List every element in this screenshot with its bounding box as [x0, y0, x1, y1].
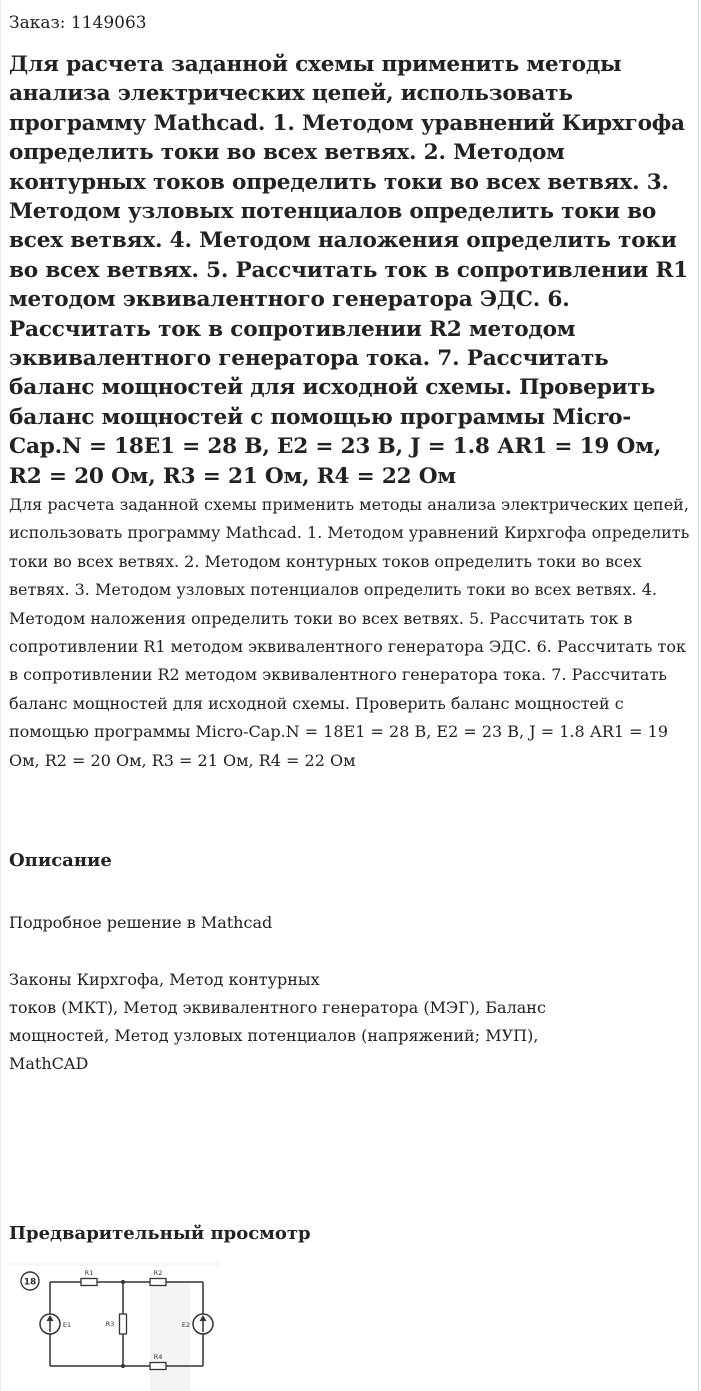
- task-body: Для расчета заданной схемы применить методы анализа электрических цепей, использовать программу Mathcad. 1. Методом уравнений Кирхгофа определить токи во всех ветвях. 2. Методом контурных токов определить токи во всех ветвях. 3. Методом узловых потенциалов определить токи во всех ветвях. 4. Методом наложения определить токи во всех ветвях. 5. Рассчитать ток в сопротивлении R1 методом эквивалентного генератора ЭДС. 6. Рассчитать ток в сопротивлении R2 методом эквивалентного генератора тока. 7. Рассчитать баланс мощностей для исходной схемы. Проверить баланс мощностей с помощью программы Micro-Cap.N = 18E1 = 28 В, E2 = 23 В, J = 1.8 АR1 = 19 Ом, R2 = 20 Ом, R3 = 21 Ом, R4 = 22 Ом: [9, 495, 690, 770]
- r2-label: R2: [153, 1269, 163, 1277]
- variant-badge: [21, 1272, 39, 1290]
- tags-line-2: токов (МКТ), Метод эквивалентного генератора (МЭГ), Баланс: [9, 998, 546, 1017]
- r4-label: R4: [153, 1353, 163, 1361]
- task-heading: Для расчета заданной схемы применить методы анализа электрических цепей, использовать программу Mathcad. 1. Методом уравнений Кирхгофа определить токи во всех ветвях. 2. Методом контурных токов определить токи во всех ветвях. 3. Методом узловых потенциалов определить токи во всех ветвях. 4. Методом наложения определить токи во всех ветвях. 5. Рассчитать ток в сопротивлении R1 методом эквивалентного генератора ЭДС. 6. Рассчитать ток в сопротивлении R2 методом эквивалентного генератора тока. 7. Рассчитать баланс мощностей для исходной схемы. Проверить баланс мощностей с помощью программы Micro-Cap.N = 18E1 = 28 В, E2 = 23 В, J = 1.8 АR1 = 19 Ом, R2 = 20 Ом, R3 = 21 Ом, R4 = 22 Ом: [9, 52, 689, 489]
- order-number: Заказ: 1149063: [9, 13, 147, 33]
- r3-label: R3: [105, 1320, 115, 1328]
- e1-label: E1: [62, 1321, 72, 1329]
- variant-number: 18: [23, 1277, 37, 1288]
- tags-line-4: MathCAD: [9, 1054, 89, 1073]
- node-top: [121, 1280, 125, 1284]
- description-title: Описание: [9, 850, 112, 871]
- preview-title: Предварительный просмотр: [9, 1223, 311, 1244]
- tags-line-3: мощностей, Метод узловых потенциалов (напряжений; МУП),: [9, 1026, 539, 1045]
- node-bottom: [121, 1364, 125, 1368]
- circuit-preview[interactable]: [10, 1262, 220, 1391]
- e2-label: E2: [181, 1321, 191, 1329]
- circuit-diagram: [10, 1262, 220, 1391]
- description-text: Подробное решение в Mathcad: [9, 913, 273, 932]
- tags-line-1: Законы Кирхгофа, Метод контурных: [9, 970, 320, 989]
- r1-label: R1: [84, 1269, 94, 1277]
